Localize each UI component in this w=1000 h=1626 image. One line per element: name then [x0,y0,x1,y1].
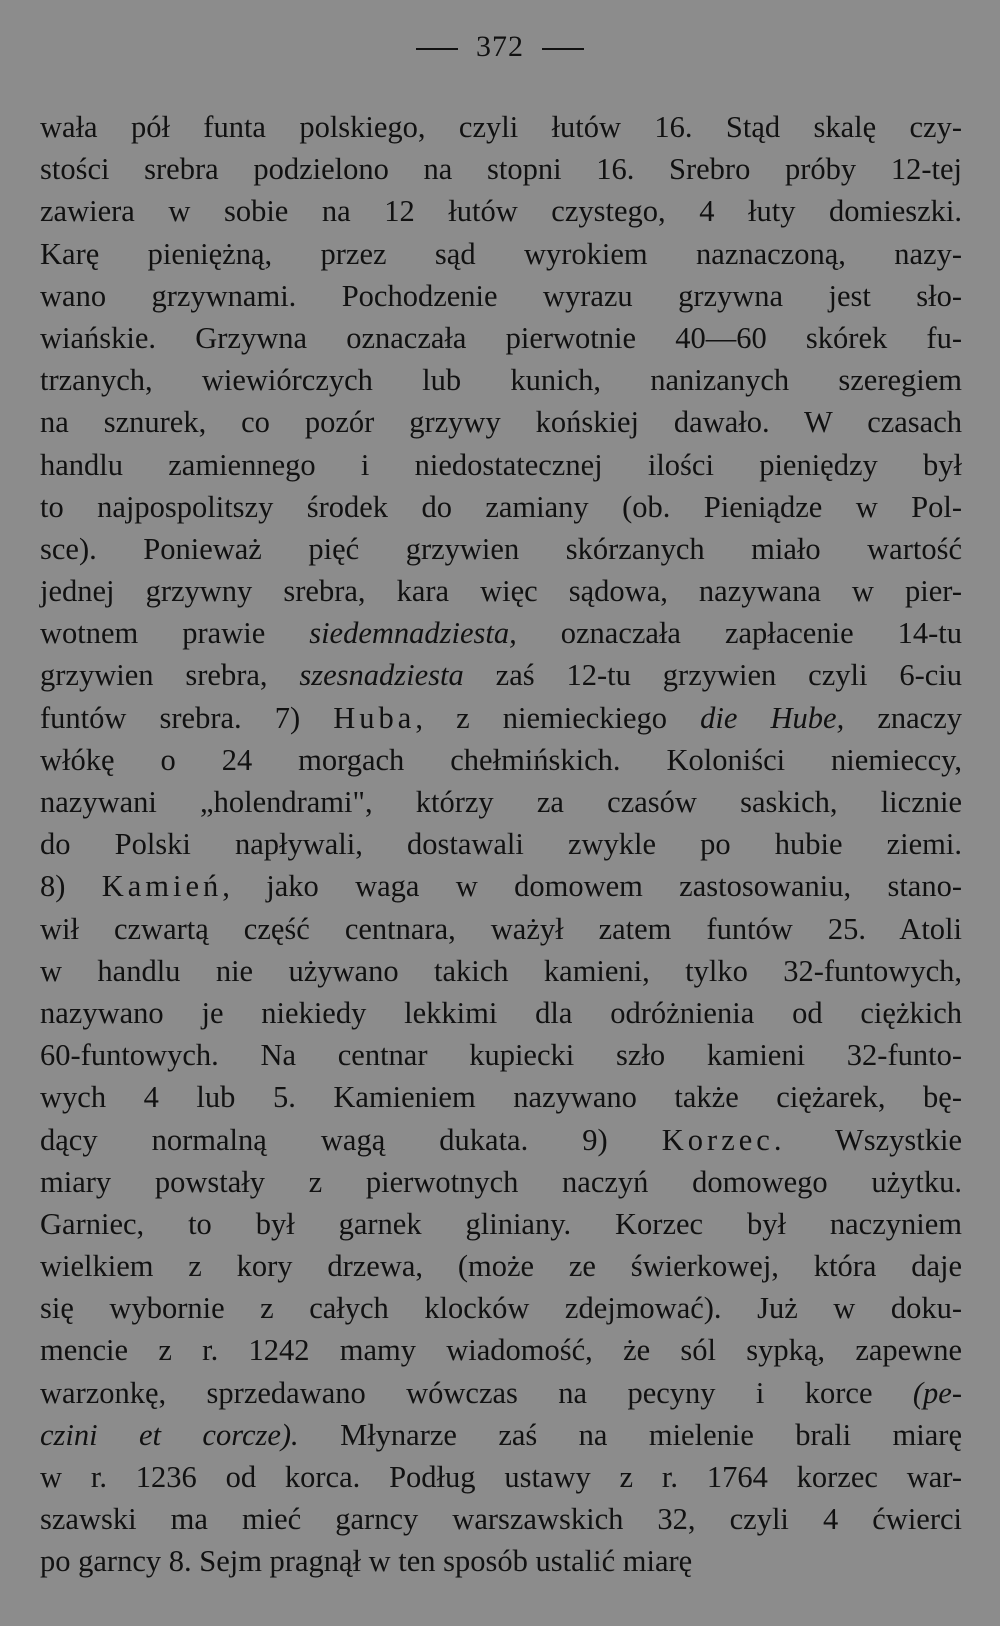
text-line: Garniec, to był garnek gliniany. Korzec był naczyniem [40,1206,962,1241]
text-line: na sznurek, co pozór grzywy końskiej dawało. W czasach [40,405,962,440]
page-number-dash-left [416,48,458,50]
text-line: mencie z r. 1242 mamy wiadomość, że sól sypką, zapewne [40,1333,962,1368]
text-line: nazywani „holendrami", którzy za czasów saskich, licznie [40,785,962,819]
body-text [40,106,962,1583]
text-line: to najpospolitszy środek do zamiany (ob. Pieniądze w Pol- [40,489,962,524]
text-line: po garncy 8. Sejm pragnął w ten sposób ustalić miarę [40,1544,693,1579]
italic-term: czini et corcze). [40,1417,299,1452]
text-line: wotnem prawie siedemnadziesta, oznaczała zapłacenie 14-tu [40,616,962,651]
text-line: dący normalną wagą dukata. 9) Korzec. Wszystkie [40,1122,963,1157]
page-number-dash-right [542,48,584,50]
spaced-heading-term: Korzec [661,1122,774,1157]
text-line: warzonkę, sprzedawano wówczas na pecyny i korce (pe- [40,1375,962,1410]
text-line: stości srebra podzielono na stopni 16. Srebro próby 12-tej [40,152,962,187]
text-line: Karę pieniężną, przez sąd wyrokiem naznaczoną, nazy- [40,236,962,271]
text-line: handlu zamiennego i niedostatecznej ilości pieniędzy był [40,447,962,482]
italic-term: die Hube, [700,700,845,735]
page-number [0,30,1000,64]
text-line: wiańskie. Grzywna oznaczała pierwotnie 40—60 skórek fu- [40,320,962,355]
text-line: grzywien srebra, szesnadziesta zaś 12-tu grzywien czyli 6-ciu [40,658,962,693]
text-line: jednej grzywny srebra, kara więc sądowa, nazywana w pier- [40,574,962,609]
text-line: 60-funtowych. Na centnar kupiecki szło kamieni 32-funto- [40,1038,962,1073]
text-line: sce). Ponieważ pięć grzywien skórzanych miało wartość [40,531,962,566]
text-line: 8) Kamień, jako waga w domowem zastosowaniu, stano- [40,869,962,904]
text-line: wano grzywnami. Pochodzenie wyrazu grzywna jest sło- [40,278,962,313]
italic-term: siedemnadziesta, [309,616,517,651]
text-line: wych 4 lub 5. Kamieniem nazywano także ciężarek, bę- [40,1080,962,1115]
page-number-text: 372 [476,30,524,63]
text-line: włókę o 24 morgach chełmińskich. Koloniści niemieccy, [40,742,962,777]
italic-term: szesnadziesta [299,658,464,693]
text-line: trzanych, wiewiórczych lub kunich, nanizanych szeregiem [40,363,962,398]
text-line: do Polski napływali, dostawali zwykle po hubie ziemi. [40,827,962,862]
text-line: w r. 1236 od korca. Podług ustawy z r. 1764 korzec war- [40,1460,962,1494]
text-line: zawiera w sobie na 12 łutów czystego, 4 łuty domieszki. [40,194,962,229]
text-line: wił czwartą część centnara, ważył zatem funtów 25. Atoli [40,911,962,946]
text-line: wała pół funta polskiego, czyli łutów 16. Stąd skalę czy- [40,110,962,144]
text-line: funtów srebra. 7) Huba, z niemieckiego die Hube, znaczy [40,700,962,735]
text-line: wielkiem z kory drzewa, (może ze świerkowej, która daje [40,1249,962,1284]
text-line: się wybornie z całych klocków zdejmować). Już w doku- [40,1291,962,1326]
spaced-heading-term: Huba [333,700,416,735]
text-line: nazywano je niekiedy lekkimi dla odróżnienia od ciężkich [40,995,962,1030]
text-line: szawski ma mieć garncy warszawskich 32, czyli 4 ćwierci [40,1502,962,1537]
spaced-heading-term: Kamień [101,869,223,904]
text-line: czini et corcze). Młynarze zaś na mielenie brali miarę [40,1417,962,1452]
text-line: w handlu nie używano takich kamieni, tylko 32-funtowych, [40,953,962,988]
text-line: miary powstały z pierwotnych naczyń domowego użytku. [40,1164,962,1199]
italic-term: (pe- [912,1375,962,1410]
